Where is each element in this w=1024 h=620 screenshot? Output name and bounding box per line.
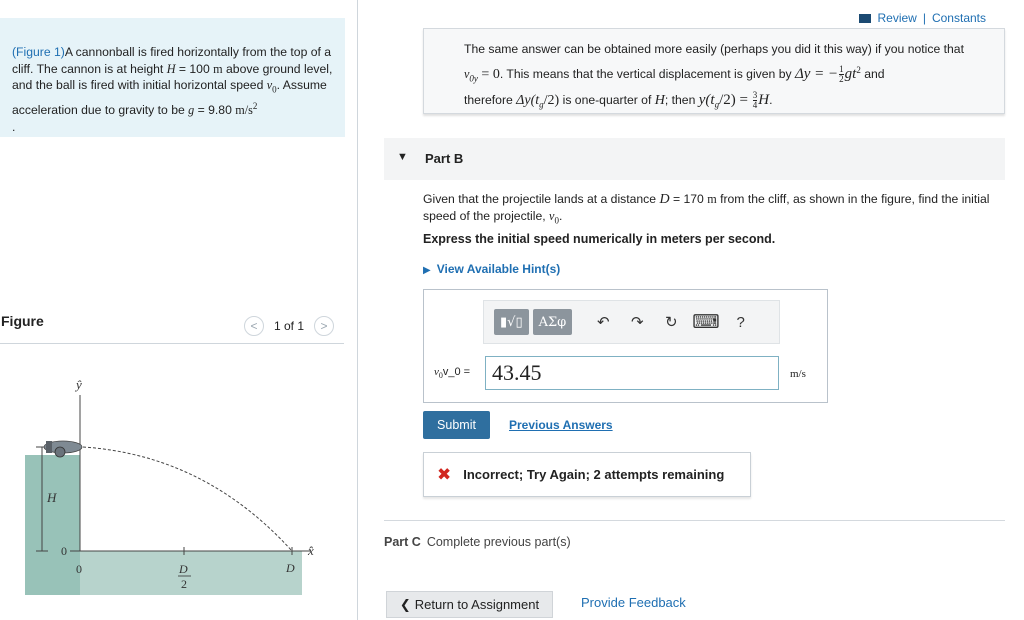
question-text-1: Given that the projectile lands at a distance	[423, 192, 660, 206]
half-distance-numerator: D	[179, 562, 188, 576]
question-d-value: = 170	[669, 192, 708, 206]
y-axis-label: ŷ	[76, 377, 82, 392]
feedback-message	[423, 452, 751, 497]
part-b-label: Part B	[425, 151, 464, 166]
part-b-question	[423, 191, 993, 228]
question-d-unit: m	[707, 192, 717, 206]
trajectory	[83, 447, 292, 551]
return-label: Return to Assignment	[414, 597, 540, 612]
part-c-status: Complete previous part(s)	[426, 535, 571, 549]
caret-right-icon: ▶	[423, 265, 431, 276]
help-icon[interactable]: ?	[736, 313, 745, 331]
hint-and: and	[860, 67, 885, 82]
problem-text-2: above ground level, and the ball is fired with initial horizontal speed	[12, 61, 333, 92]
question-v-subscript: 0	[554, 215, 559, 226]
x-origin-label: 0	[76, 562, 82, 576]
chevron-left-icon: ❮	[399, 596, 411, 612]
part-c-row	[384, 535, 571, 549]
keyboard-icon[interactable]: ⌨	[692, 311, 720, 333]
view-hints-label: View Available Hint(s)	[436, 262, 561, 276]
figure-pager	[244, 315, 334, 337]
error-x-icon: ✖	[437, 464, 452, 484]
speed-symbol: v	[266, 78, 273, 92]
hint-line-2	[464, 60, 994, 90]
cliff-projectile-figure	[0, 365, 330, 600]
figure-link[interactable]: (Figure 1)	[12, 45, 65, 59]
gravity-value: = 9.80	[194, 103, 236, 117]
part-c-label: Part C	[384, 535, 421, 549]
question-text-2: from the cliff, as shown in the figure, find the initial speed of the projectile,	[423, 192, 990, 223]
collapse-triangle-icon[interactable]: ▼	[397, 151, 408, 163]
hint-v-symbol: v	[464, 67, 470, 82]
hint-therefore: therefore	[464, 92, 517, 107]
question-v-symbol: v	[549, 209, 555, 223]
top-links-separator: |	[922, 11, 926, 25]
hint-v-equals: = 0	[477, 67, 500, 83]
hint-t-power: 2	[856, 65, 861, 75]
distance-label: D	[286, 561, 295, 575]
provide-feedback-link[interactable]: Provide Feedback	[581, 595, 686, 610]
answer-unit: m/s	[790, 368, 806, 380]
answer-label: $v_0v\_0$ =	[434, 366, 471, 381]
answer-input[interactable]: 43.45	[485, 356, 779, 390]
hint-dy-tg: Δy(t	[516, 92, 540, 108]
hint-line-1: The same answer can be obtained more easily (perhaps you did it this way) if you notice that	[464, 42, 964, 56]
redo-icon[interactable]: ↷	[630, 314, 644, 331]
figure-divider	[0, 343, 344, 344]
hint-text-2: . This means that the vertical displacement is given by	[499, 67, 795, 82]
half-distance-denominator: 2	[181, 577, 187, 591]
feedback-text: Incorrect; Try Again; 2 attempts remaining	[463, 467, 725, 482]
question-d-symbol: D	[659, 192, 670, 207]
return-to-assignment-button[interactable]	[386, 591, 553, 618]
gravity-unit: m/s	[235, 103, 253, 117]
hint-three-quarters-fraction: $\frac{3}{4}$	[752, 89, 758, 110]
book-icon	[859, 14, 871, 23]
hint-gt: gt	[844, 66, 857, 83]
x-axis-label: x̂	[308, 543, 314, 558]
problem-statement	[0, 18, 345, 137]
undo-icon[interactable]: ↶	[596, 314, 610, 331]
speed-subscript: 0	[272, 84, 277, 95]
height-label: H	[47, 490, 57, 505]
column-divider	[357, 0, 358, 620]
submit-button[interactable]: Submit	[423, 411, 490, 439]
height-symbol: H	[166, 61, 176, 76]
part-b-header[interactable]	[384, 138, 1005, 180]
cliff	[25, 455, 80, 595]
answer-panel	[423, 289, 828, 403]
problem-text-3: . Assume acceleration due to gravity to be	[12, 78, 327, 117]
greek-symbols-button[interactable]: ΑΣφ	[533, 309, 573, 335]
hint-quarter-text: is one-quarter of	[559, 92, 655, 107]
review-link[interactable]: Review	[877, 11, 917, 25]
part-c-divider	[384, 520, 1005, 521]
problem-trailing-period: .	[12, 119, 16, 134]
figure-page-indicator: 1 of 1	[274, 319, 305, 333]
templates-button[interactable]: ▮√▯	[494, 309, 529, 335]
gravity-unit-power: 2	[252, 100, 258, 111]
previous-answers-link[interactable]: Previous Answers	[509, 418, 613, 432]
previous-figure-button[interactable]	[244, 316, 264, 336]
height-value: = 100	[175, 61, 214, 76]
hint-y-tg: y(t	[698, 91, 715, 108]
problem-text-1: A cannonball is fired horizontally from the top of a cliff. The cannon is at height	[12, 45, 332, 76]
hint-line-3: therefore $\Delta y(t_g/2)$ is one-quarter of H; then $y(t_g/2)$ = $\frac{3}{4}$ H.	[464, 89, 773, 110]
figure-heading: Figure	[1, 313, 44, 329]
cannon-icon	[44, 441, 82, 457]
view-hints-link[interactable]	[423, 262, 560, 276]
hint-explanation	[423, 28, 1005, 114]
y-origin-label: 0	[61, 544, 67, 558]
next-figure-button[interactable]	[314, 316, 334, 336]
hint-v-subscript: 0y	[469, 73, 478, 84]
answer-instruction: Express the initial speed numerically in meters per second.	[423, 232, 776, 246]
top-links	[859, 11, 986, 25]
chevron-right-icon: >	[320, 319, 328, 333]
question-period: .	[558, 209, 563, 223]
reset-icon[interactable]: ↻	[664, 314, 678, 331]
chevron-left-icon: <	[250, 319, 258, 333]
hint-dy-formula: Δy = −	[794, 66, 839, 83]
hint-half-fraction: $\frac{1}{2}$	[839, 64, 844, 85]
height-unit: m	[213, 61, 223, 76]
constants-link[interactable]: Constants	[931, 11, 986, 25]
math-toolbar	[483, 300, 780, 344]
gravity-symbol: g	[188, 103, 195, 117]
